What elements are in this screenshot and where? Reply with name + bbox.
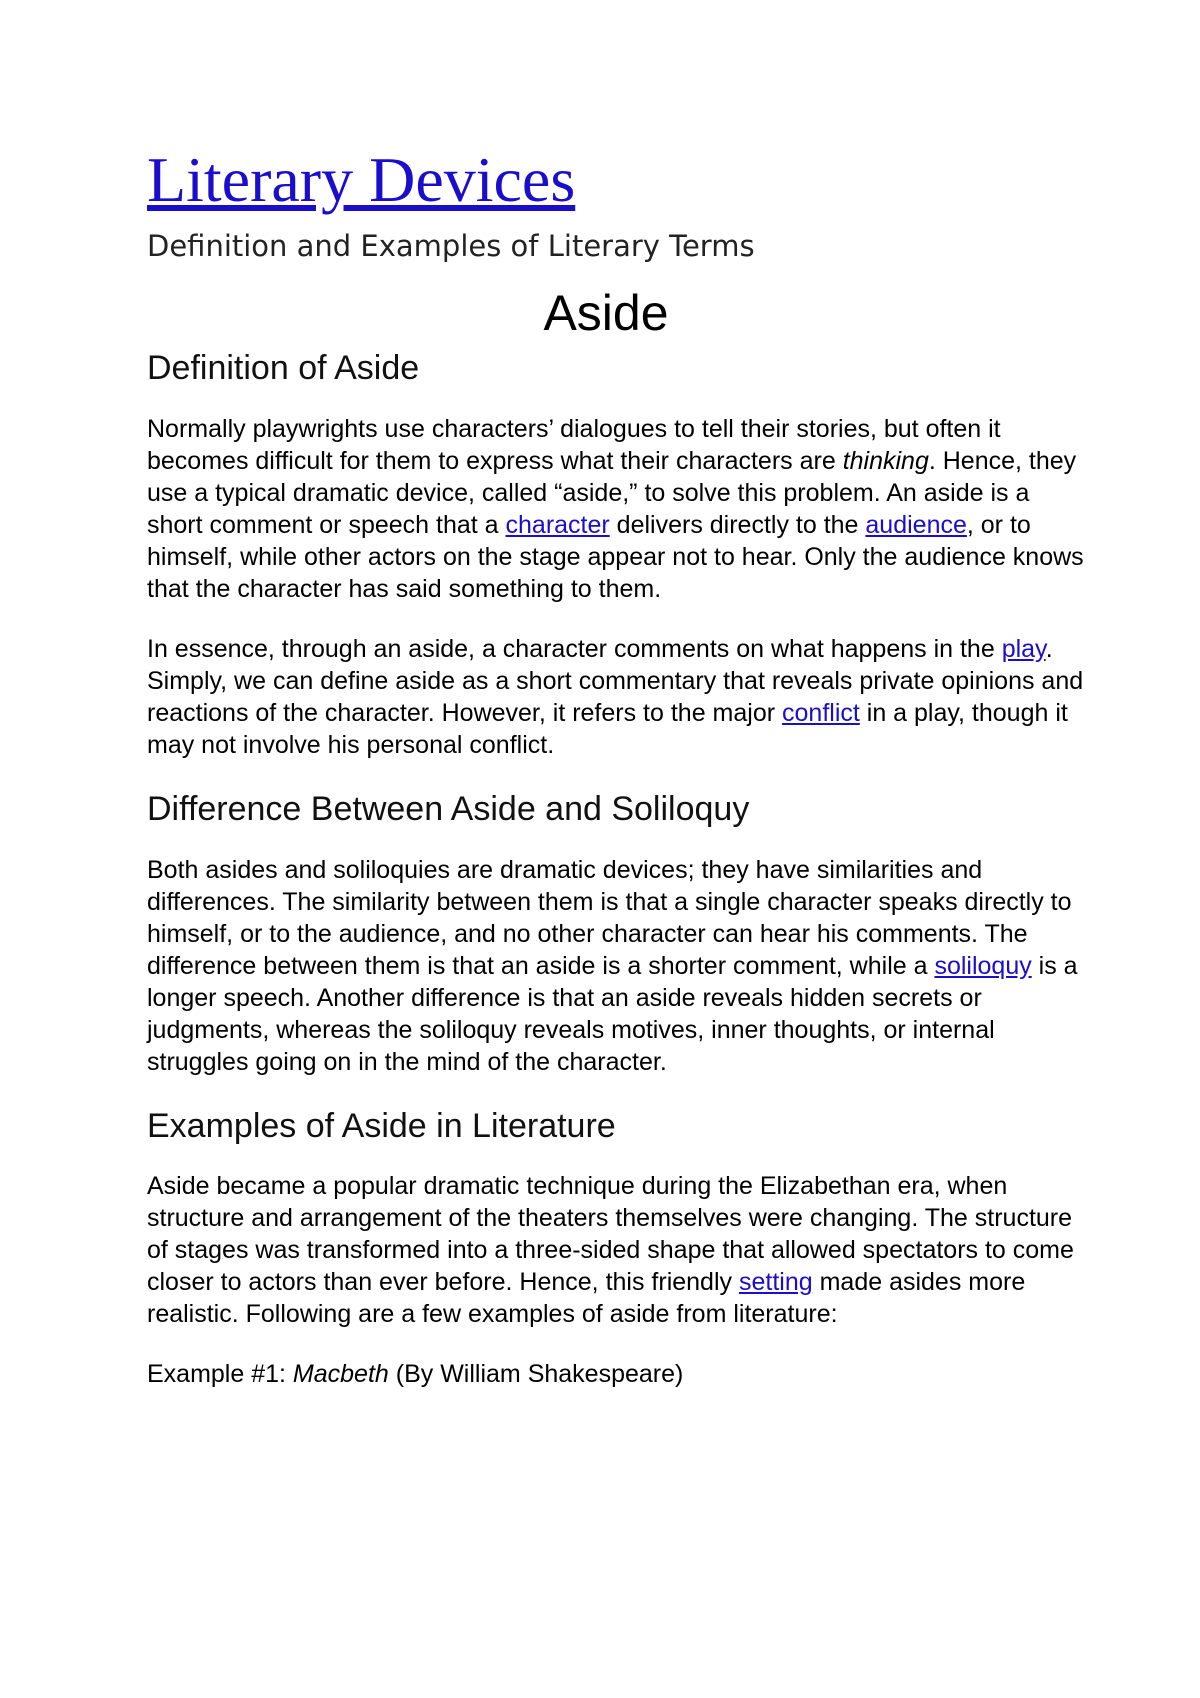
section-heading-definition: Definition of Aside <box>147 349 420 387</box>
link-audience[interactable]: audience <box>865 510 967 539</box>
example-work-title: Macbeth <box>292 1360 389 1389</box>
link-play[interactable]: play <box>1001 634 1046 663</box>
article-body <box>147 348 1087 1418</box>
section-heading-difference: Difference Between Aside and Soliloquy <box>147 789 750 828</box>
text-run: delivers directly to the <box>609 510 866 539</box>
article-title: Aside <box>543 285 669 341</box>
site-title <box>147 144 576 215</box>
text-run: is a longer speech. Another difference is that an aside reveals hidden secrets or judgments, whereas the soliloquy reveals motives, inner thoughts, or internal struggles going on in the mind of the character. <box>147 951 1078 1076</box>
text-run: In essence, through an aside, a character comments on what happens in the <box>147 634 1002 663</box>
link-soliloquy[interactable]: soliloquy <box>934 951 1032 980</box>
site-title-link[interactable]: Literary Devices <box>147 144 576 215</box>
text-run: in a play, though it may not involve his personal conflict. <box>147 698 1068 759</box>
paragraph-definition-2 <box>147 633 1087 761</box>
site-tagline: Definition and Examples of Literary Terms <box>147 229 755 263</box>
example-label: Example #1: <box>147 1360 293 1389</box>
text-run: . Simply, we can define aside as a short commentary that reveals private opinions and reactions of the character. However, it refers to the major <box>147 634 1084 727</box>
text-run: Normally playwrights use characters’ dialogues to tell their stories, but often it becomes difficult for them to express what their characters are <box>147 414 1001 475</box>
text-run: , or to himself, while other actors on the stage appear not to hear. Only the audience knows that the character has said something to them. <box>147 510 1084 603</box>
paragraph-difference <box>147 854 1087 1078</box>
example-1-heading <box>147 1358 1087 1390</box>
section-heading-examples: Examples of Aside in Literature <box>147 1106 616 1145</box>
link-character[interactable]: character <box>505 510 610 539</box>
emphasis-thinking: thinking <box>842 446 929 475</box>
example-author: (By William Shakespeare) <box>388 1360 684 1389</box>
text-run: . Hence, they use a typical dramatic device, called “aside,” to solve this problem. An aside is a short comment or speech that a <box>147 446 1077 539</box>
text-run: Both asides and soliloquies are dramatic devices; they have similarities and differences. The similarity between them is that a single character speaks directly to himself, or to the audience, and no other character can hear his comments. The difference between them is that an aside is a shorter comment, while a <box>147 855 1072 980</box>
text-run: made asides more realistic. Following are a few examples of aside from literature: <box>147 1268 1026 1329</box>
paragraph-definition-1 <box>147 413 1087 605</box>
link-setting[interactable]: setting <box>738 1268 813 1297</box>
text-run: Aside became a popular dramatic technique during the Elizabethan era, when structure and arrangement of the theaters themselves were changing. The structure of stages was transformed into a three-sided shape that allowed spectators to come closer to actors than ever before. Hence, this friendly <box>147 1172 1074 1297</box>
link-conflict[interactable]: conflict <box>782 698 860 727</box>
paragraph-examples <box>147 1170 1087 1330</box>
